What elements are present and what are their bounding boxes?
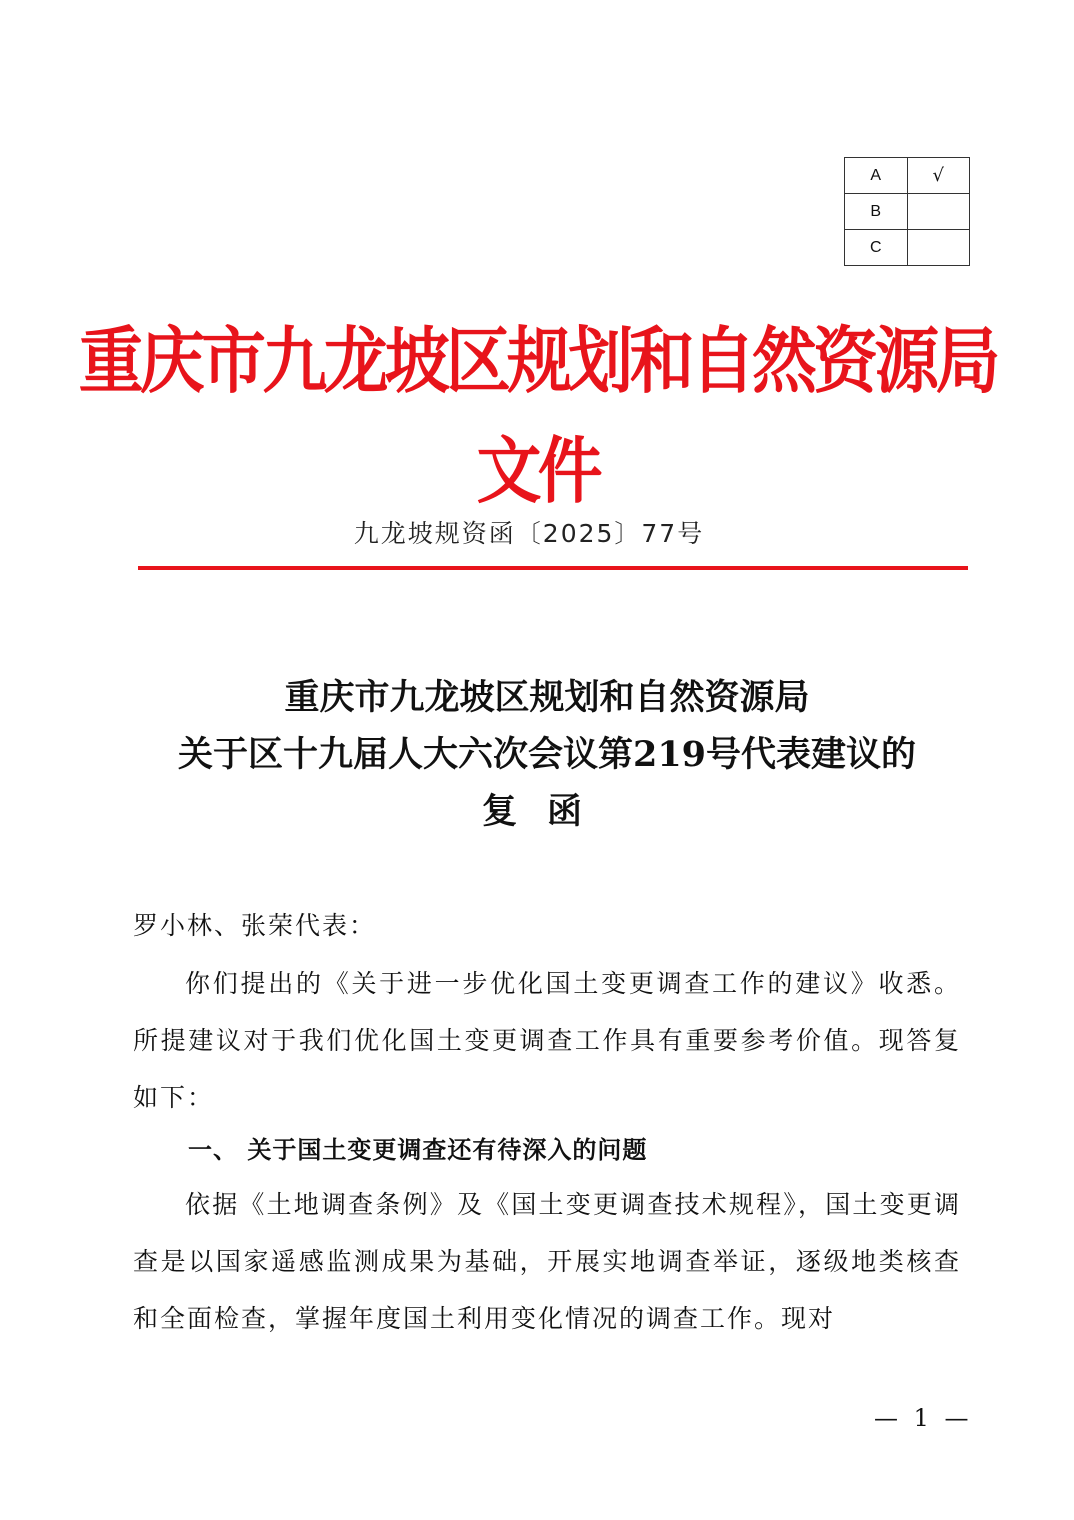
masthead-title: 重庆市九龙坡区规划和自然资源局文件 [78, 318, 997, 513]
section-heading-1: 一、 关于国土变更调查还有待深入的问题 [188, 1136, 648, 1164]
grade-row-c [845, 230, 970, 266]
grade-row-a [845, 158, 970, 194]
grade-level: A [845, 158, 908, 194]
doc-title-line-1: 重庆市九龙坡区规划和自然资源局 [284, 677, 810, 718]
grade-mark [907, 230, 970, 266]
page-number: — 1 — [874, 1404, 973, 1432]
grade-level: B [845, 194, 908, 230]
red-divider [138, 566, 968, 570]
grade-mark [907, 194, 970, 230]
grade-mark: √ [907, 158, 970, 194]
doc-title-line-3: 复函 [481, 791, 612, 832]
grade-level: C [845, 230, 908, 266]
paragraph-1: 你们提出的《关于进一步优化国土变更调查工作的建议》收悉。所提建议对于我们优化国土变更调查工作具有重要参考价值。现答复如下： [133, 969, 961, 1112]
paragraph-2: 依据《土地调查条例》及《国土变更调查技术规程》，国土变更调查是以国家遥感监测成果为基础，开展实地调查举证，逐级地类核查和全面检查，掌握年度国土利用变化情况的调查工作。现对 [133, 1190, 961, 1333]
document-number: 九龙坡规资函〔2025〕77号 [353, 519, 705, 548]
grade-row-b [845, 194, 970, 230]
doc-title-line-2: 关于区十九届人大六次会议第219号代表建议的 [177, 734, 917, 775]
grade-table [844, 157, 970, 266]
salutation: 罗小林、张荣代表： [133, 911, 377, 940]
